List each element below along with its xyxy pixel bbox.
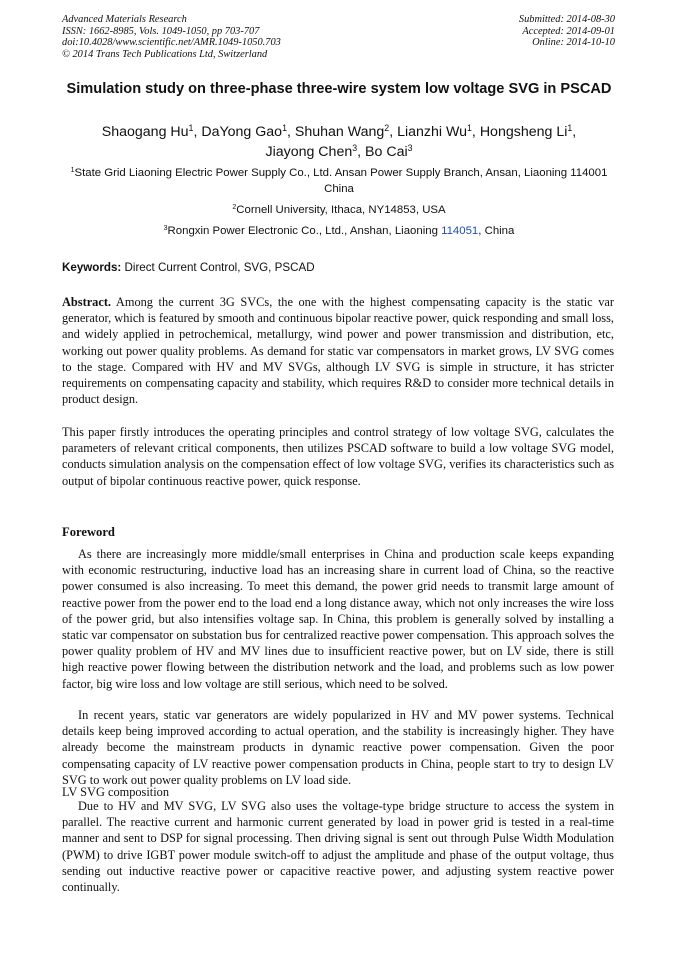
intro-paragraph: This paper firstly introduces the operating principles and control strategy of low voltage SVG, calculates the parameters of relevant critical components, then utilizes PSCAD software to build a low voltage SVG model, conducts simulation analysis on the compensation effect of low voltage SVG, verifies its characteristics such as output of bipolar continuous reactive power, quick response.: [62, 425, 614, 488]
author: Shaogang Hu$^1$,: [101, 123, 202, 140]
journal-copyright: © 2014 Trans Tech Publications Ltd, Switzerland: [62, 48, 268, 60]
abstract-label: Abstract.: [62, 295, 112, 309]
section-heading-foreword: Foreword: [62, 525, 115, 539]
journal-info: [62, 14, 281, 60]
journal-issn: ISSN: 1662-8985, Vols. 1049-1050, pp 703-707: [62, 25, 260, 37]
online-date: Online: 2014-10-10: [532, 37, 615, 49]
keywords-label: Keywords:: [62, 261, 122, 274]
submitted-date: Submitted: 2014-08-30: [518, 14, 615, 25]
affiliation-1: $^1$State Grid Liaoning Electric Power Supply Co., Ltd. Ansan Power Supply Branch, Ansan, Liaoning 114001 China: [70, 167, 608, 195]
affiliation-3: $^3$Rongxin Power Electronic Co., Ltd., Anshan, Liaoning 114051, China: [163, 225, 515, 237]
author: Hongsheng Li$^1$,: [479, 123, 577, 140]
keywords: [62, 260, 315, 275]
body-paragraph: As there are increasingly more middle/small enterprises in China and production scale keeps expanding with economic restructuring, inductive load has an increasing share in current load of China, so the reactive power consumed is also increasing. To meet this demand, the power grid needs to transmit large amount of reactive power from the power end to the load end a long distance away, which not only increases the wire loss of the power grid, but also intensifies voltage sap. In China, this problem is generally solved by installing a static var compensator on substation bus for centralized reactive power compensation. This approach solves the power quality problem of HV and MV lines due to insufficient reactive power, but on LV side, there is still high reactive power flowing between the distribution network and the load, and problems such as low power factor, big wire loss and low voltage are still serious, which need to be solved.: [62, 547, 614, 691]
author: Lianzhi Wu$^1$,: [397, 123, 480, 140]
accepted-date: Accepted: 2014-09-01: [522, 25, 615, 37]
body-paragraph: In recent years, static var generators are widely popularized in HV and MV power systems. Technical details keep being improved according to actual operation, and the stability is increasingly higher. They have already become the mainstream products in dynamic reactive power compensation. Given the poor compensating capacity of LV reactive power compensation products in China, people start to try to design LV SVG to work out power quality problems on LV load side.: [62, 708, 614, 787]
journal-doi: doi:10.4028/www.scientific.net/AMR.1049-1050.703: [62, 37, 281, 49]
abstract-text: Among the current 3G SVCs, the one with the highest compensating capacity is the static var generator, which is featured by smooth and continuous bipolar reactive power, quick responding and small loss, and widely applied in petrochemical, metallurgy, wind power and power transmission and distribution, etc, working out power quality problems. As demand for static var compensators in market grows, LV SVG comes to the stage. Compared with HV and MV SVGs, although LV SVG is simple in structure, it has stricter requirements on compensating capacity and stability, which requires R&D to consider more technical details in product design.: [62, 295, 614, 407]
author: Shuhan Wang$^2$,: [294, 123, 398, 140]
submission-dates: [519, 14, 615, 49]
abstract-paragraph: [62, 294, 614, 407]
keywords-text: Direct Current Control, SVG, PSCAD: [121, 261, 315, 274]
subheading-lv-svg-composition: LV SVG composition: [62, 785, 169, 799]
body-paragraph: Due to HV and MV SVG, LV SVG also uses the voltage-type bridge structure to access the system in parallel. The reactive current and harmonic current generated by load in power grid is tested in a real-time manner and sent to DSP for signal processing. Then driving signal is sent out through Pulse Width Modulation (PWM) to drive IGBT power module switch-off to adjust the amplitude and phase of the output voltage, thus sending out inductive reactive power or capacitive reactive power, and adjusting system reactive power continually.: [62, 799, 614, 895]
author-list: [62, 122, 616, 162]
author: Jiayong Chen$^3$,: [265, 143, 366, 160]
paper-title: Simulation study on three-phase three-wire system low voltage SVG in PSCAD: [66, 81, 612, 97]
journal-name: Advanced Materials Research: [62, 14, 187, 25]
affiliation-2: $^2$Cornell University, Ithaca, NY14853, USA: [232, 204, 446, 216]
author: DaYong Gao$^1$,: [201, 123, 295, 140]
author: Bo Cai$^3$: [365, 143, 413, 160]
